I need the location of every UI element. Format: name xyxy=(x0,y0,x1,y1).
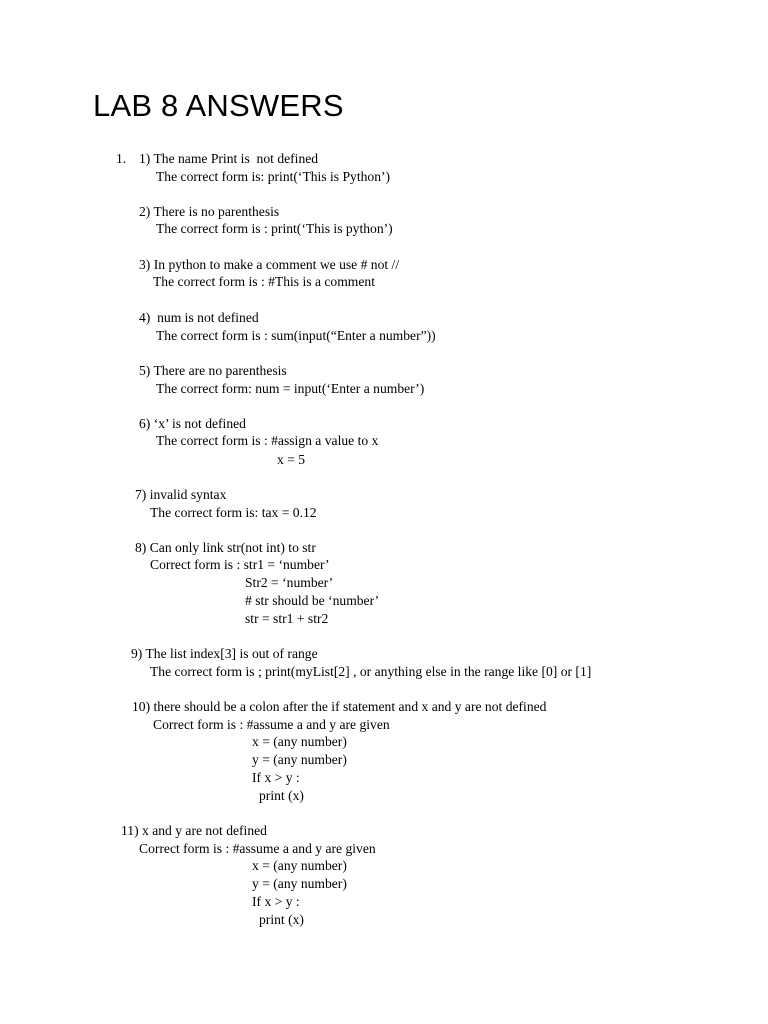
answer-7-correction: The correct form is: tax = 0.12 xyxy=(150,505,317,520)
answer-11-code-line: x = (any number) xyxy=(252,858,347,873)
answer-10-code-line: If x > y : xyxy=(252,770,300,785)
answer-6-code-line: x = 5 xyxy=(277,452,306,467)
answer-10-code-line: print (x) xyxy=(259,788,304,803)
answer-11-problem: 11) x and y are not defined xyxy=(121,823,267,838)
answer-10-correction: Correct form is : #assume a and y are given xyxy=(153,717,390,732)
answer-10-code-line: y = (any number) xyxy=(252,752,347,767)
answer-11-code-line: y = (any number) xyxy=(252,876,347,891)
page-title: LAB 8 ANSWERS xyxy=(93,88,344,123)
answer-3-correction: The correct form is : #This is a comment xyxy=(153,274,375,289)
answer-6-correction: The correct form is : #assign a value to x xyxy=(156,433,379,448)
answer-5-correction: The correct form: num = input(‘Enter a number’) xyxy=(156,381,425,396)
answer-1-correction: The correct form is: print(‘This is Python’) xyxy=(156,169,391,184)
answer-8-code-line: str = str1 + str2 xyxy=(245,611,329,626)
answer-8-code-line: Str2 = ‘number’ xyxy=(245,575,334,590)
answer-10-problem: 10) there should be a colon after the if statement and x and y are not defined xyxy=(132,699,547,714)
answer-3-problem: 3) In python to make a comment we use # not // xyxy=(139,257,400,272)
answer-8-code-line: # str should be ‘number’ xyxy=(245,593,380,608)
answer-11-correction: Correct form is : #assume a and y are given xyxy=(139,841,376,856)
answer-4-problem: 4) num is not defined xyxy=(139,310,259,325)
answer-9-problem: 9) The list index[3] is out of range xyxy=(131,646,318,661)
answer-10-code-line: x = (any number) xyxy=(252,734,347,749)
answer-2-correction: The correct form is : print(‘This is python’) xyxy=(156,221,393,236)
answer-7-problem: 7) invalid syntax xyxy=(135,487,227,502)
answer-9-correction: The correct form is ; print(myList[2] , or anything else in the range like [0] or [1] xyxy=(150,664,592,679)
answer-2-problem: 2) There is no parenthesis xyxy=(139,204,280,219)
answer-4-correction: The correct form is : sum(input(“Enter a number”)) xyxy=(156,328,436,343)
answer-11-code-line: If x > y : xyxy=(252,894,300,909)
answer-11-code-line: print (x) xyxy=(259,912,304,927)
answer-8-problem: 8) Can only link str(not int) to str xyxy=(135,540,316,555)
list-marker: 1. xyxy=(116,151,127,166)
answer-5-problem: 5) There are no parenthesis xyxy=(139,363,287,378)
answer-6-problem: 6) ‘x’ is not defined xyxy=(139,416,246,431)
answer-8-correction: Correct form is : str1 = ‘number’ xyxy=(150,557,330,572)
answer-1-problem: 1) The name Print is not defined xyxy=(139,151,319,166)
